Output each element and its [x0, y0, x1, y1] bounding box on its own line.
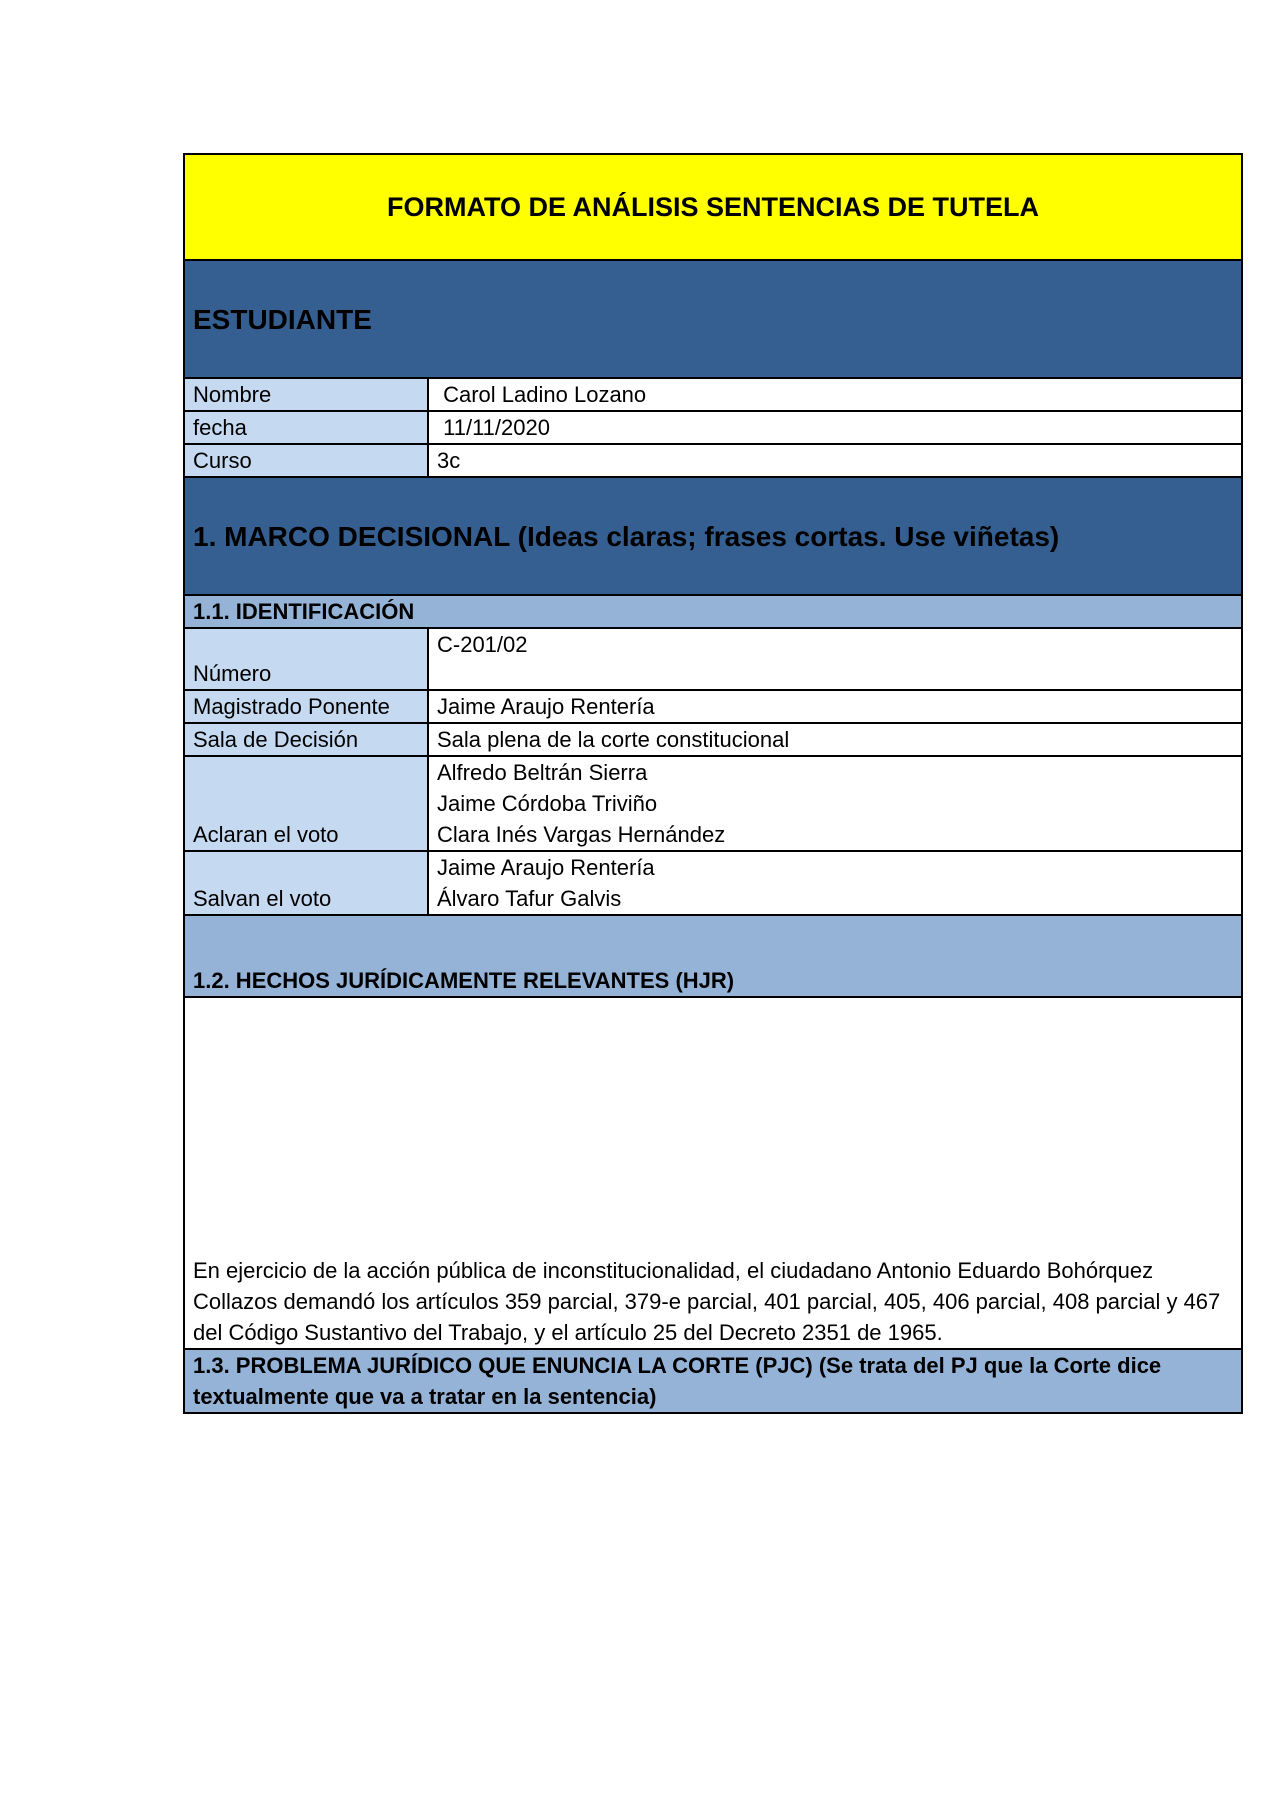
student-name-value[interactable]: Carol Ladino Lozano: [428, 378, 1242, 411]
student-date-label: fecha: [184, 411, 428, 444]
numero-label: Número: [184, 628, 428, 690]
student-course-value[interactable]: 3c: [428, 444, 1242, 477]
student-name-label: Nombre: [184, 378, 428, 411]
problema-heading: 1.3. PROBLEMA JURÍDICO QUE ENUNCIA LA CORTE (PJC) (Se trata del PJ que la Corte dice textualmente que va a tratar en la sentencia): [184, 1349, 1242, 1413]
sala-label: Sala de Decisión: [184, 723, 428, 756]
aclaran-value[interactable]: [428, 756, 1242, 851]
magistrado-label: Magistrado Ponente: [184, 690, 428, 723]
hechos-heading: 1.2. HECHOS JURÍDICAMENTE RELEVANTES (HJR): [184, 915, 1242, 997]
form-title: FORMATO DE ANÁLISIS SENTENCIAS DE TUTELA: [184, 154, 1242, 260]
numero-value[interactable]: C-201/02: [428, 628, 1242, 690]
student-date-value[interactable]: 11/11/2020: [428, 411, 1242, 444]
hechos-text[interactable]: En ejercicio de la acción pública de inconstitucionalidad, el ciudadano Antonio Eduardo Bohórquez Collazos demandó los artículos 359 parcial, 379-e parcial, 401 parcial, 405, 406 parcial, 408 parcial y 467 del Código Sustantivo del Trabajo, y el artículo 25 del Decreto 2351 de 1965.: [184, 997, 1242, 1349]
aclaran-name: Alfredo Beltrán Sierra: [437, 760, 648, 785]
salvan-name: Álvaro Tafur Galvis: [437, 886, 622, 911]
aclaran-label: Aclaran el voto: [184, 756, 428, 851]
student-section-heading: ESTUDIANTE: [184, 260, 1242, 378]
aclaran-name: Jaime Córdoba Triviño: [437, 791, 658, 816]
salvan-label: Salvan el voto: [184, 851, 428, 915]
salvan-name: Jaime Araujo Rentería: [437, 855, 655, 880]
magistrado-value[interactable]: Jaime Araujo Rentería: [428, 690, 1242, 723]
analysis-form-table: [183, 153, 1243, 1414]
aclaran-name: Clara Inés Vargas Hernández: [437, 822, 726, 847]
salvan-value[interactable]: [428, 851, 1242, 915]
identificacion-heading: 1.1. IDENTIFICACIÓN: [184, 595, 1242, 628]
student-course-label: Curso: [184, 444, 428, 477]
sala-value[interactable]: Sala plena de la corte constitucional: [428, 723, 1242, 756]
marco-section-heading: 1. MARCO DECISIONAL (Ideas claras; frases cortas. Use viñetas): [184, 477, 1242, 595]
